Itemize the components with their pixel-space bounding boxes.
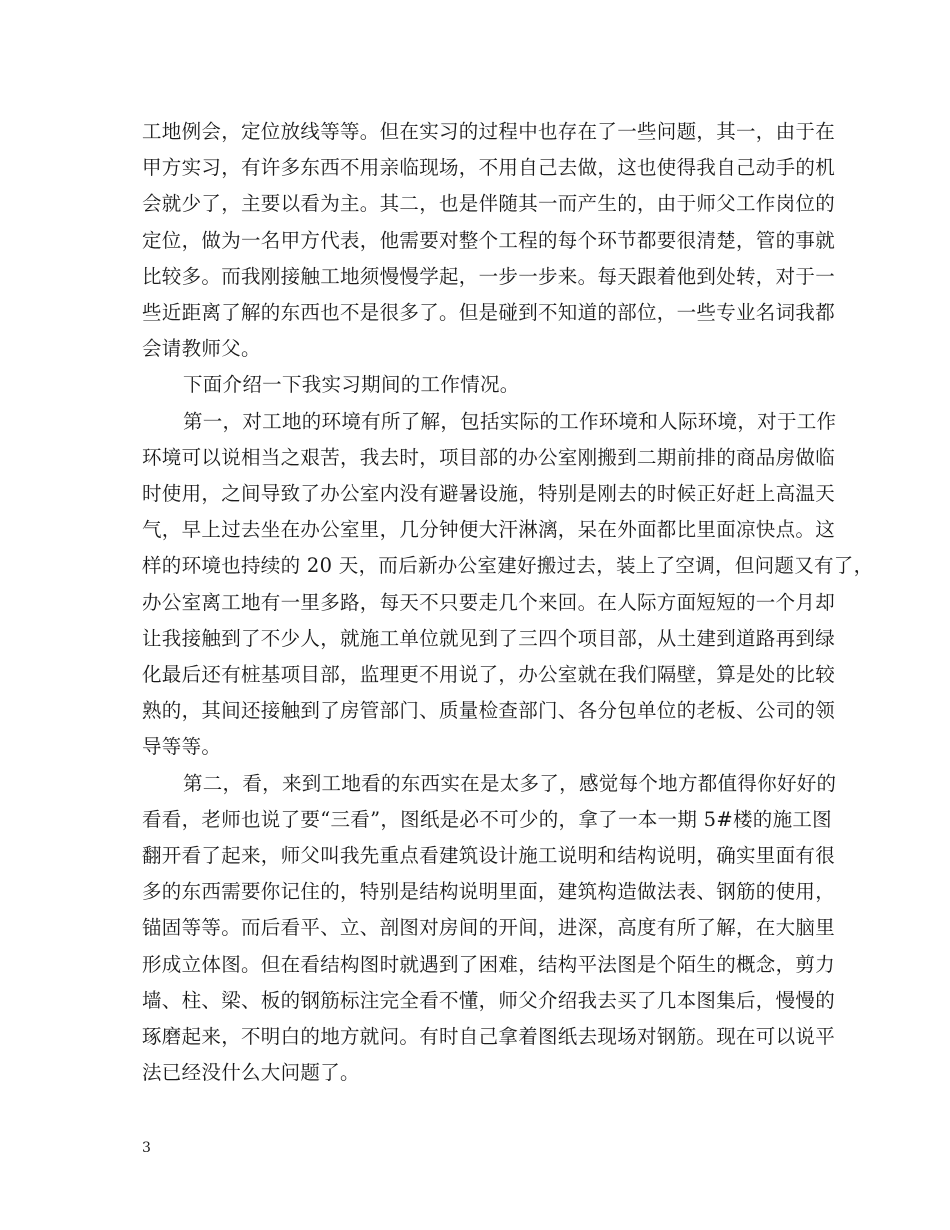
text-line: 定位，做为一名甲方代表，他需要对整个工程的每个环节都要很清楚，管的事就 bbox=[142, 228, 836, 252]
paragraph-2 bbox=[142, 367, 822, 403]
text-line: 气，早上过去坐在办公室里，几分钟便大汗淋漓，呆在外面都比里面凉快点。这 bbox=[142, 518, 836, 542]
text-line: 形成立体图。但在看结构图时就遇到了困难，结构平法图是个陌生的概念，剪力 bbox=[142, 952, 836, 976]
paragraph-4 bbox=[142, 766, 837, 1092]
text-line: 时使用，之间导致了办公室内没有避暑设施，特别是刚去的时候正好赶上高温天 bbox=[142, 482, 836, 506]
text-line: 会请教师父。 bbox=[142, 337, 261, 361]
text-line: 看看，老师也说了要“三看”，图纸是必不可少的，拿了一本一期 5#楼的施工图 bbox=[142, 807, 832, 831]
paragraph-3 bbox=[142, 404, 874, 766]
page-number: 3 bbox=[142, 1140, 151, 1156]
text-line: 样的环境也持续的 20 天，而后新办公室建好搬过去，装上了空调，但问题又有了， bbox=[142, 554, 874, 578]
text-line: 墙、柱、梁、板的钢筋标注完全看不懂，师父介绍我去买了几本图集后，慢慢的 bbox=[142, 988, 836, 1012]
text-line: 琢磨起来，不明白的地方就问。有时自己拿着图纸去现场对钢筋。现在可以说平 bbox=[142, 1025, 836, 1049]
document-body bbox=[142, 114, 874, 1091]
text-line: 多的东西需要你记住的，特别是结构说明里面，建筑构造做法表、钢筋的使用， bbox=[142, 880, 836, 904]
text-line: 熟的，其间还接触到了房管部门、质量检查部门、各分包单位的老板、公司的领 bbox=[142, 699, 836, 723]
text-line: 第二，看，来到工地看的东西实在是太多了，感觉每个地方都值得你好好的 bbox=[182, 771, 837, 795]
text-line: 办公室离工地有一里多路，每天不只要走几个来回。在人际方面短短的一个月却 bbox=[142, 590, 836, 614]
text-line: 会就少了，主要以看为主。其二，也是伴随其一而产生的，由于师父工作岗位的 bbox=[142, 192, 836, 216]
text-line: 比较多。而我刚接触工地须慢慢学起，一步一步来。每天跟着他到处转，对于一 bbox=[142, 264, 836, 288]
text-line: 锚固等等。而后看平、立、剖图对房间的开间，进深，高度有所了解，在大脑里 bbox=[142, 916, 836, 940]
text-line: 甲方实习，有许多东西不用亲临现场，不用自己去做，这也使得我自己动手的机 bbox=[142, 156, 836, 180]
text-line: 让我接触到了不少人，就施工单位就见到了三四个项目部，从土建到道路再到绿 bbox=[142, 626, 836, 650]
text-line: 下面介绍一下我实习期间的工作情况。 bbox=[182, 373, 520, 397]
text-line: 些近距离了解的东西也不是很多了。但是碰到不知道的部位，一些专业名词我都 bbox=[142, 301, 836, 325]
text-line: 法已经没什么大问题了。 bbox=[142, 1061, 360, 1085]
text-line: 环境可以说相当之艰苦，我去时，项目部的办公室刚搬到二期前排的商品房做临 bbox=[142, 445, 836, 469]
text-line: 第一，对工地的环境有所了解，包括实际的工作环境和人际环境，对于工作 bbox=[182, 409, 837, 433]
text-line: 翻开看了起来，师父叫我先重点看建筑设计施工说明和结构说明，确实里面有很 bbox=[142, 844, 836, 868]
paragraph-1 bbox=[142, 114, 836, 367]
text-line: 工地例会，定位放线等等。但在实习的过程中也存在了一些问题，其一，由于在 bbox=[142, 120, 836, 143]
text-line: 化最后还有桩基项目部，监理更不用说了，办公室就在我们隔壁，算是处的比较 bbox=[142, 663, 836, 687]
text-line: 导等等。 bbox=[142, 735, 222, 759]
